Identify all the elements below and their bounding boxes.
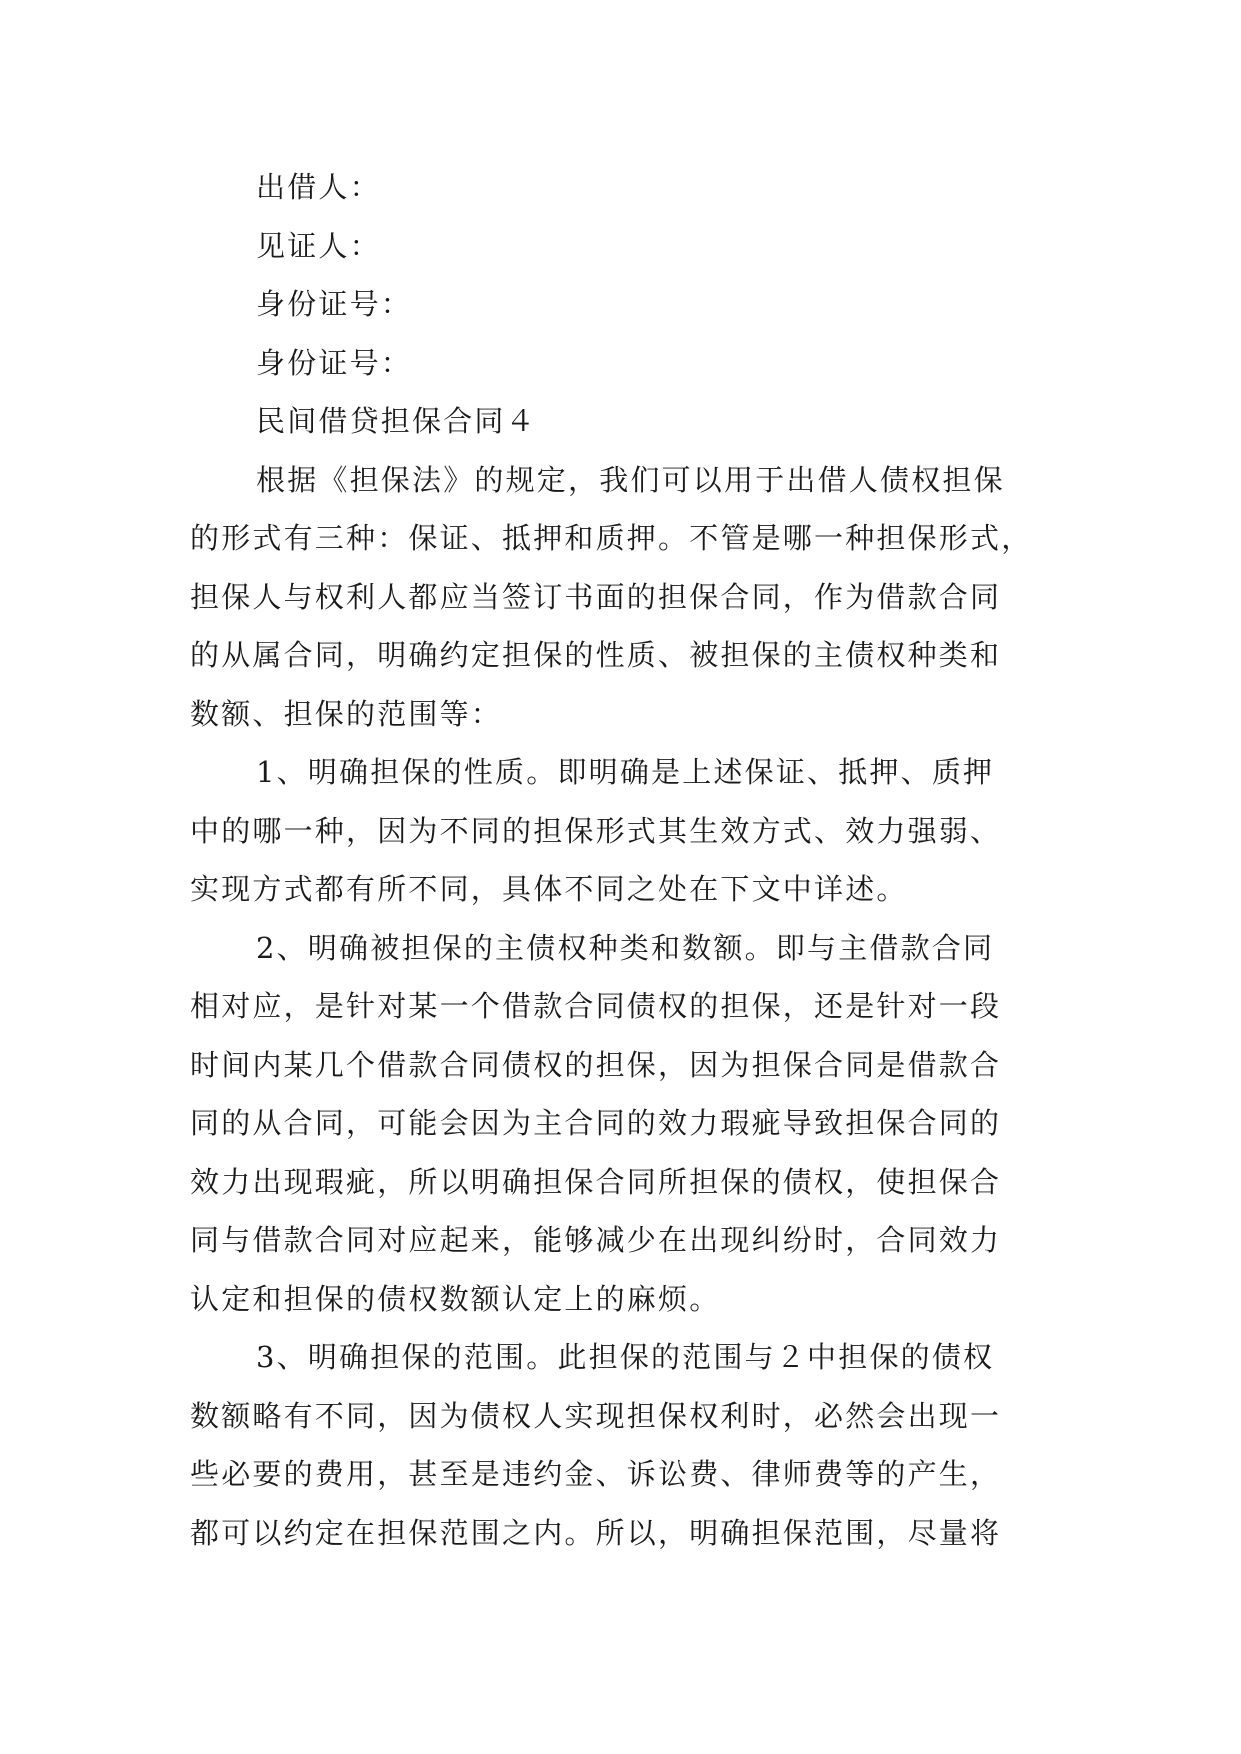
paragraph-line: 担保人与权利人都应当签订书面的担保合同，作为借款合同	[190, 579, 1002, 614]
paragraph-line: 3、明确担保的范围。此担保的范围与２中担保的债权	[256, 1340, 995, 1374]
lender-signature-line: 出借人：	[256, 170, 381, 204]
paragraph-line: 1、明确担保的性质。即明确是上述保证、抵押、质押	[256, 755, 995, 789]
paragraph-line: 时间内某几个借款合同债权的担保，因为担保合同是借款合	[190, 1047, 1002, 1082]
clause-1-paragraph	[190, 743, 1051, 919]
paragraph-line: 中的哪一种，因为不同的担保形式其生效方式、效力强弱、	[190, 813, 1002, 848]
paragraph-line: 同与借款合同对应起来，能够减少在出现纠纷时，合同效力	[190, 1223, 1002, 1257]
clause-2-paragraph	[190, 919, 1051, 1329]
paragraph-line: 实现方式都有所不同，具体不同之处在下文中详述。	[190, 872, 908, 906]
id-number-line: 身份证号：	[256, 287, 413, 321]
paragraph-line: 的从属合同，明确约定担保的性质、被担保的主债权种类和	[190, 638, 1002, 672]
document-body	[190, 158, 1051, 1562]
paragraph-line: 些必要的费用，甚至是违约金、诉讼费、律师费等的产生，	[190, 1457, 1002, 1491]
paragraph-line: 效力出现瑕疵，所以明确担保合同所担保的债权，使担保合	[190, 1164, 1002, 1199]
paragraph-line: 2、明确被担保的主债权种类和数额。即与主借款合同	[256, 930, 995, 965]
paragraph-line: 数额略有不同，因为债权人实现担保权利时，必然会出现一	[190, 1398, 1002, 1433]
paragraph-line: 根据《担保法》的规定，我们可以用于出借人债权担保	[256, 462, 1005, 497]
paragraph-line: 相对应，是针对某一个借款合同债权的担保，还是针对一段	[190, 989, 1002, 1023]
paragraph-line: 同的从合同，可能会因为主合同的效力瑕疵导致担保合同的	[190, 1106, 1002, 1140]
clause-3-paragraph	[190, 1328, 1051, 1562]
paragraph-line: 数额、担保的范围等：	[190, 696, 503, 731]
intro-paragraph	[190, 451, 1051, 744]
paragraph-line: 的形式有三种：保证、抵押和质押。不管是哪一种担保形式，	[190, 521, 1033, 555]
witness-signature-line: 见证人：	[256, 228, 381, 263]
section-title: 民间借贷担保合同４	[256, 404, 537, 438]
paragraph-line: 都可以约定在担保范围之内。所以，明确担保范围，尽量将	[190, 1515, 1002, 1550]
paragraph-line: 认定和担保的债权数额认定上的麻烦。	[190, 1281, 721, 1316]
id-number-line: 身份证号：	[256, 345, 413, 380]
